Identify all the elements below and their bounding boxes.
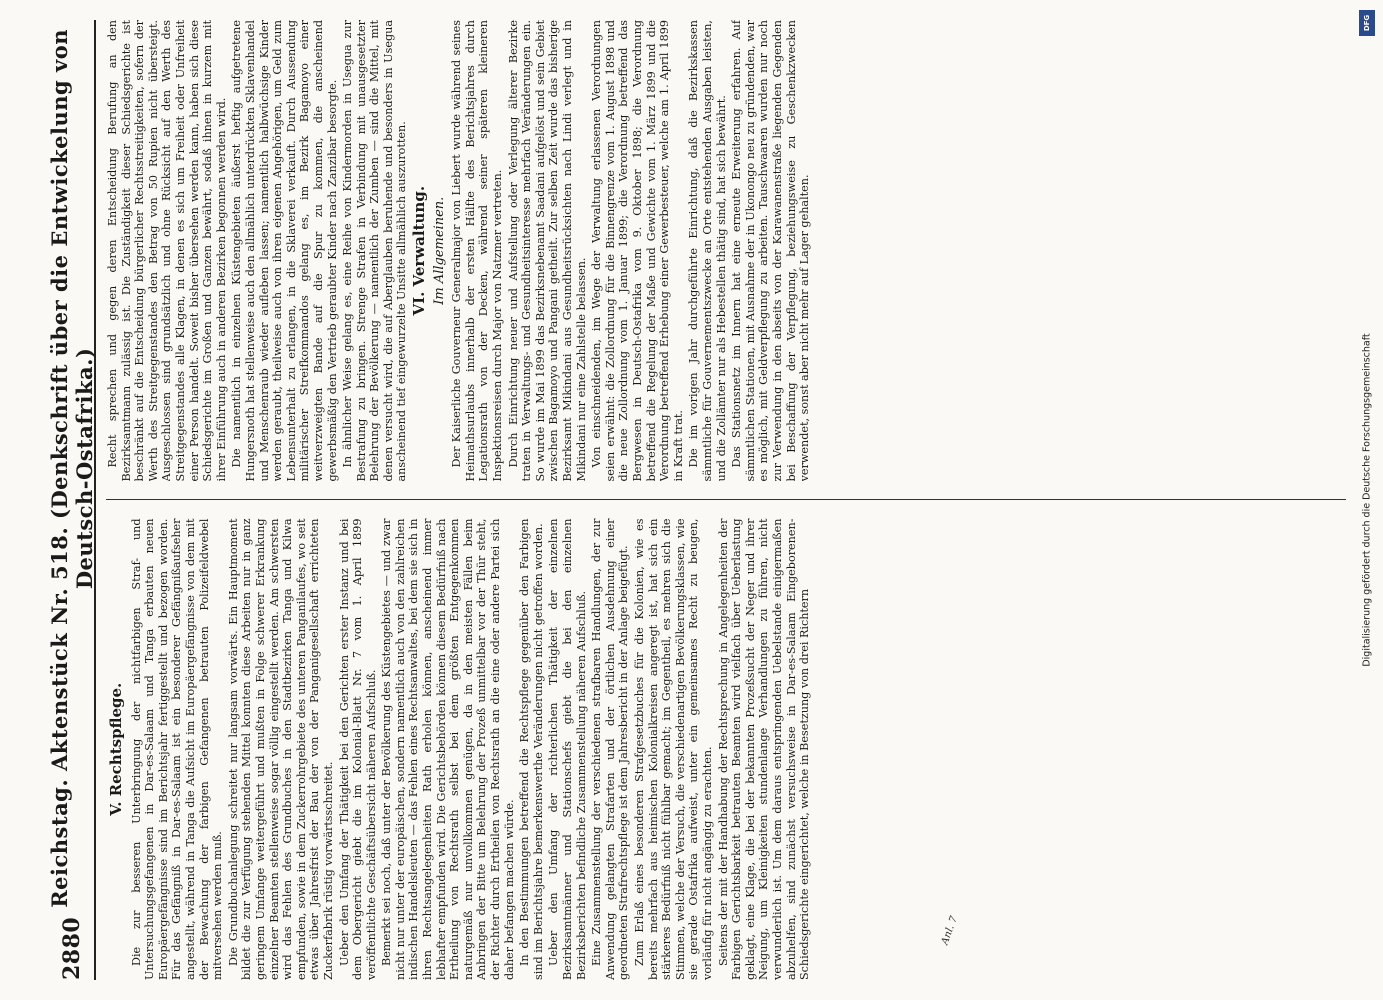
paragraph: Bemerkt sei noch, daß unter der Bevölkerung des Küstengebietes — und zwar nicht nur unter der europäischen, sondern namentlich auch von den zahlreichen indischen Handelsleuten — das Fehlen eines Rechtsanwaltes, bei dem sie sich in ihren Rechtsangelegenheiten Rath erholen können, anscheinend immer lebhafter empfunden wird. Die Gerichtsbehörden können diesem Bedürfniß nach Ertheilung von Rechtsrath selbst bei dem größten Entgegenkommen naturgemäß nur unvollkommen genügen, da in den meisten Fällen beim Anbringen der Bitte um Belehrung der Prozeß unmittelbar vor der Thür steht, der Richter durch Ertheilen von Rechtsrath an die eine oder andere Partei sich daher befangen machen würde. (380, 518, 516, 980)
page-number: 2880 (59, 916, 85, 980)
running-title: Reichstag. Aktenstück Nr. 518. (Denkschrift über die Entwickelung von Deutsch-Ostafrika.) (47, 28, 97, 908)
column-left (106, 519, 1346, 981)
column-divider (106, 500, 1346, 501)
paragraph: Eine Zusammenstellung der verschiedenen strafbaren Handlungen, der zur Anwendung gelangten Strafarten und der örtlichen Ausdehnung einer geordneten Strafrechtspflege ist dem Jahresbericht in der Anlage beigefügt. (590, 518, 631, 980)
subheading-allgemeinen: Im Allgemeinen. (431, 196, 447, 305)
paragraph: Die Grundbuchanlegung schreitet nur langsam vorwärts. Ein Hauptmoment bildet die zur Verfügung stehenden Mittel konnten diese Arbeiten nur in ganz geringem Umfange weitergeführt und mußten in Folge schwerer Erkrankung einzelner Beamten stellenweise sogar völlig eingestellt werden. Am schwersten wird das Fehlen des Grundbuches in den Stadtbezirken Tanga und Kilwa empfunden, sowie in dem Zuckerrohrgebiete des unteren Panganilaufes, wo seit etwas über Jahresfrist der Bau der von der Panganigesellschaft errichteten Zuckerfabrik rüstig vorwärtsschreitet. (226, 518, 335, 980)
paragraph: Der Kaiserliche Gouverneur Generalmajor von Liebert wurde während seines Heimathsurlaubs innerhalb der ersten Hälfte des Berichtsjahres durch Legationsrath von der Decken, während seiner späteren kleineren Inspektionsreisen durch Major von Natzmer vertreten. (450, 20, 505, 482)
section-heading-rechtspflege: V. Rechtspflege. (107, 682, 125, 816)
paragraph: In den Bestimmungen betreffend die Rechtspflege gegenüber den Farbigen sind im Berichtsjahre bemerkenswerthe Veränderungen nicht getroffen worden. (518, 518, 545, 980)
rotated-page-content (47, 20, 1350, 980)
paragraph: Durch Einrichtung neuer und Aufstellung oder Verlegung älterer Bezirke traten in Verwaltungs- und Gesundheitsinteresse mehrfach Veränderungen ein. So wurde im Mai 1899 das Bezirksnebenamt Saadani aufgelöst und sein Gebiet zwischen Bagamoyo und Pangani getheilt. Zur selben Zeit wurde das bisherige Bezirksamt Mikindani aus Gesundheitsrücksichten nach Lindi verlegt und in Mikindani nur eine Zahlstelle belassen. (506, 20, 588, 482)
paragraph: Seitens der mit der Handhabung der Rechtsprechung in Angelegenheiten der Farbigen Gerichtsbarkeit betrauten Beamten wird vielfach über Ueberlastung geklagt, eine Klage, die bei der bekannten Prozeßsucht der Neger und ihrer Neigung, um Kleinigkeiten stundenlange Verhandlungen zu führen, nicht verwunderlich ist. Um dem daraus entspringenden Uebelstande einigermaßen abzuhelfen, sind zunächst versuchsweise in Dar-es-Salaam Eingeborenen-Schiedsgerichte eingerichtet, welche in Besetzung von drei Richtern (716, 518, 812, 980)
page-header (47, 20, 97, 980)
credit-text: Digitalisierung gefördert durch die Deutsche Forschungsgemeinschaft (1361, 333, 1373, 667)
paragraph: Recht sprechen und gegen deren Entscheidung Berufung an den Bezirksamtmann zulässig ist. Die Zuständigkeit dieser Schiedsgerichte ist beschränkt auf die Entscheidung bürgerlicher Rechtsstreitigkeiten, sofern der Werth des Streitgegenstandes den Betrag von 50 Rupien nicht übersteigt. Ausgeschlossen sind grundsätzlich und ohne Rücksicht auf den Werth des Streitgegenstandes alle Klagen, in denen es sich um Freiheit oder Unfreiheit einer Person handelt. Soweit bisher übersehen werden kann, haben sich diese Schiedsgerichte im Großen und Ganzen bewährt, sodaß ihnen in kurzem mit ihrer Einführung auch in anderen Bezirken begonnen werden wird. (106, 20, 228, 482)
text-columns (106, 20, 1346, 980)
paragraph: Von einschneidenden, im Wege der Verwaltung erlassenen Verordnungen seien erwähnt: die Zollordnung für die Binnengrenze vom 1. August 1898 und die neue Zollordnung vom 1. Januar 1899; die Verordnung betreffend das Bergwesen in Deutsch-Ostafrika vom 9. Oktober 1898; die Verordnung betreffend die Regelung der Maße und Gewichte vom 1. März 1899 und die Verordnung betreffend Erhebung einer Gewerbesteuer, welche am 1. April 1899 in Kraft trat. (590, 20, 685, 482)
paragraph: Zum Erlaß eines besonderen Strafgesetzbuches für die Kolonien, wie es bereits mehrfach aus heimischen Kolonialkreisen angeregt ist, hat sich ein stärkeres Bedürfniß nicht fühlbar gemacht; im Gegentheil, es mehren sich die Stimmen, welche der Versuch, die verschiedenartigen Bevölkerungsklassen, wie sie gerade Ostafrika aufweist, unter ein gemeinsames Recht zu beugen, vorläufig für nicht angängig zu erachten. (632, 518, 714, 980)
dfg-logo-icon: DFG (1359, 10, 1375, 36)
paragraph: Das Stationsnetz im Innern hat eine erneute Erweiterung erfahren. Auf sämmtlichen Stationen, mit Ausnahme der in Ukonongo neu zu gründenden, war es möglich, mit Geldverpflegung zu arbeiten. Tauschwaaren wurden nur noch zur Verwendung in den abseits von der Karawanenstraße liegenden Gegenden bei Beschaffung der Verpflegung, beziehungsweise zu Geschenkzwecken verwendet, sonst aber nicht mehr auf Lager gehalten. (730, 20, 812, 482)
column-right (106, 20, 1346, 482)
paragraph: Ueber den Umfang der Thätigkeit bei den Gerichten erster Instanz und bei dem Obergericht giebt die im Kolonial-Blatt Nr. 7 vom 1. April 1899 veröffentlichte Geschäftsübersicht näheren Aufschluß. (337, 518, 378, 980)
paragraph: Die zur besseren Unterbringung der nichtfarbigen Straf- und Untersuchungsgefangenen in Dar-es-Salaam und Tanga erbauten neuen Europäergefängnisse sind im Berichtsjahr fertiggestellt und bezogen worden. Für das Gefängniß in Dar-es-Salaam ist ein besonderer Gefängnißaufseher angestellt, während in Tanga die Aufsicht im Europäergefängnisse von dem mit der Bewachung der farbigen Gefangenen betrauten Polizeifeldwebel mitversehen werden muß. (129, 518, 225, 980)
digitization-credit (1355, 10, 1379, 990)
paragraph: Ueber den Umfang der richterlichen Thätigkeit der einzelnen Bezirksamtmänner und Stationschefs giebt die bei den einzelnen Bezirksberichten befindliche Zusammenstellung näheren Aufschluß. (547, 518, 588, 980)
paragraph: Die im vorigen Jahr durchgeführte Einrichtung, daß die Bezirkskassen sämmtliche für Gouvernementszwecke an Orte entstehenden Ausgaben leisten, und die Zollämter nur als Hebestellen thätig sind, hat sich bewährt. (687, 20, 728, 482)
section-heading-verwaltung: VI. Verwaltung. (410, 185, 429, 316)
paragraph: Die namentlich in einzelnen Küstengebieten äußerst heftig aufgetretene Hungersnoth hat stellenweise auch den allmählich unterdrückten Sklavenhandel und Menschenraub wieder aufleben lassen; namentlich halbwüchsige Kinder werden geraubt, theilweise auch von ihren eigenen Angehörigen, um Geld zum Lebensunterhalt zu erlangen, in die Sklaverei verkauft. Durch Aussendung militärischer Streifkommandos gelang es, im Bezirk Bagamoyo einer weitverzweigten Bande auf die Spur zu kommen, die anscheinend gewerbsmäßig den Vertrieb geraubter Kinder nach Zanzibar besorgte. (230, 20, 339, 482)
handwritten-margin-note: Anl. 7 (939, 914, 961, 947)
paragraph: In ähnlicher Weise gelang es, eine Reihe von Kindermorden in Usegua zur Bestrafung zu bringen. Strenge Strafen in Verbindung mit unausgesetzter Belehrung der Bevölkerung — namentlich der Zumben — sind die Mittel, mit denen versucht wird, die auf Aberglauben beruhende und besonders in Usegua anscheinend tief eingewurzelte Unsitte allmählich auszurotten. (341, 20, 409, 482)
